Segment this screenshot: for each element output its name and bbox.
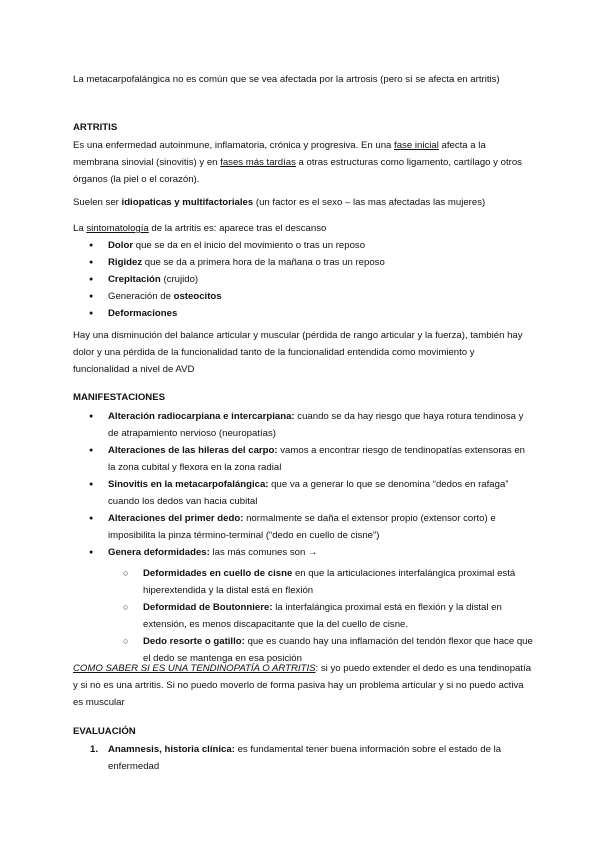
list-item: ● Alteraciones de las hileras del carpo: vamos a encontrar riesgo de tendinopatías extensoras en la zona cubital y flexora en la zona radial: [73, 442, 533, 476]
list-item: ● Genera deformidades: las más comunes son → ○ Deformidades en cuello de cisne en que la articulaciones interfalángica proximal está hiperextendida y la distal está en flexión ○ Deformidad de Boutonniere: la interfalángica proximal está en flexión y la distal en extensión, es menos discapacitante que la del cuello de cisne. ○ Dedo resorte o gatillo: que es cuando hay una inflamación del tendón flexor que hace que el dedo se mantenga en esa posición: [73, 544, 533, 667]
list-item: ● Rigidez que se da a primera hora de la mañana o tras un reposo: [73, 254, 533, 271]
list-item: 1. Anamnesis, historia clínica: es fundamental tener buena información sobre el estado de la enfermedad: [90, 744, 502, 772]
tendinopatia-vs-artritis-paragraph: COMO SABER SI ES UNA TENDINOPATÍA O ARTRITIS: si yo puedo extender el dedo es una tendinopatía y si no es una artritis. Si no puedo moverlo de forma pasiva hay un problema articular y si no puedo activa es muscular: [73, 663, 532, 708]
symptoms-list: [73, 237, 533, 322]
artritis-definition: Es una enfermedad autoinmune, inflamatoria, crónica y progresiva. En una fase inicial afecta a la membrana sinovial (sinovitis) y en fases más tardías a otras estructuras como ligamento, cartílago y otros órganos (la piel o el corazón).: [73, 140, 522, 185]
evaluacion-heading: EVALUACIÓN: [73, 726, 136, 737]
deformidades-list: [108, 565, 533, 667]
list-item: ● Alteración radiocarpiana e intercarpiana: cuando se da hay riesgo que haya rotura tendinosa y de atrapamiento nervioso (neuropatías): [73, 408, 533, 442]
balance-paragraph: Hay una disminución del balance articular y muscular (pérdida de rango articular y la fuerza), también hay dolor y una pérdida de la funcionalidad tanto de la funcionalidad entendida como movimiento y funcionalidad a nivel de AVD: [73, 330, 523, 375]
list-item: ○ Deformidades en cuello de cisne en que la articulaciones interfalángica proximal está hiperextendida y la distal está en flexión: [108, 565, 533, 599]
artritis-heading: ARTRITIS: [73, 122, 118, 133]
list-item: ● Dolor que se da en el inicio del movimiento o tras un reposo: [73, 237, 533, 254]
list-item: ● Crepitación (crujido): [73, 271, 533, 288]
suelen-paragraph: Suelen ser idiopaticas y multifactoriales (un factor es el sexo – las mas afectadas las mujeres): [73, 197, 486, 208]
list-item: ● Generación de osteocitos: [73, 288, 533, 305]
list-item: ○ Deformidad de Boutonniere: la interfalángica proximal está en flexión y la distal en extensión, es menos discapacitante que la del cuello de cisne.: [108, 599, 533, 633]
list-item: ○ Dedo resorte o gatillo: que es cuando hay una inflamación del tendón flexor que hace que el dedo se mantenga en esa posición: [108, 633, 533, 667]
manifestaciones-list: [73, 408, 533, 667]
list-item: ● Alteraciones del primer dedo: normalmente se daña el extensor propio (extensor corto) e imposibilita la pinza término-terminal (“dedo en cuello de cisne”): [73, 510, 533, 544]
list-item: ● Deformaciones: [73, 305, 533, 322]
manifestaciones-heading: MANIFESTACIONES: [73, 392, 166, 403]
sintomatologia-paragraph: La sintomatología de la artritis es: aparece tras el descanso: [73, 223, 327, 234]
intro-paragraph: La metacarpofalángica no es común que se vea afectada por la artrosis (pero sí se afecta en artritis): [73, 74, 500, 85]
list-item: ● Sinovitis en la metacarpofalángica: que va a generar lo que se denomina “dedos en rafaga” cuando los dedos van hacia cubital: [73, 476, 533, 510]
evaluacion-list: [73, 741, 533, 775]
